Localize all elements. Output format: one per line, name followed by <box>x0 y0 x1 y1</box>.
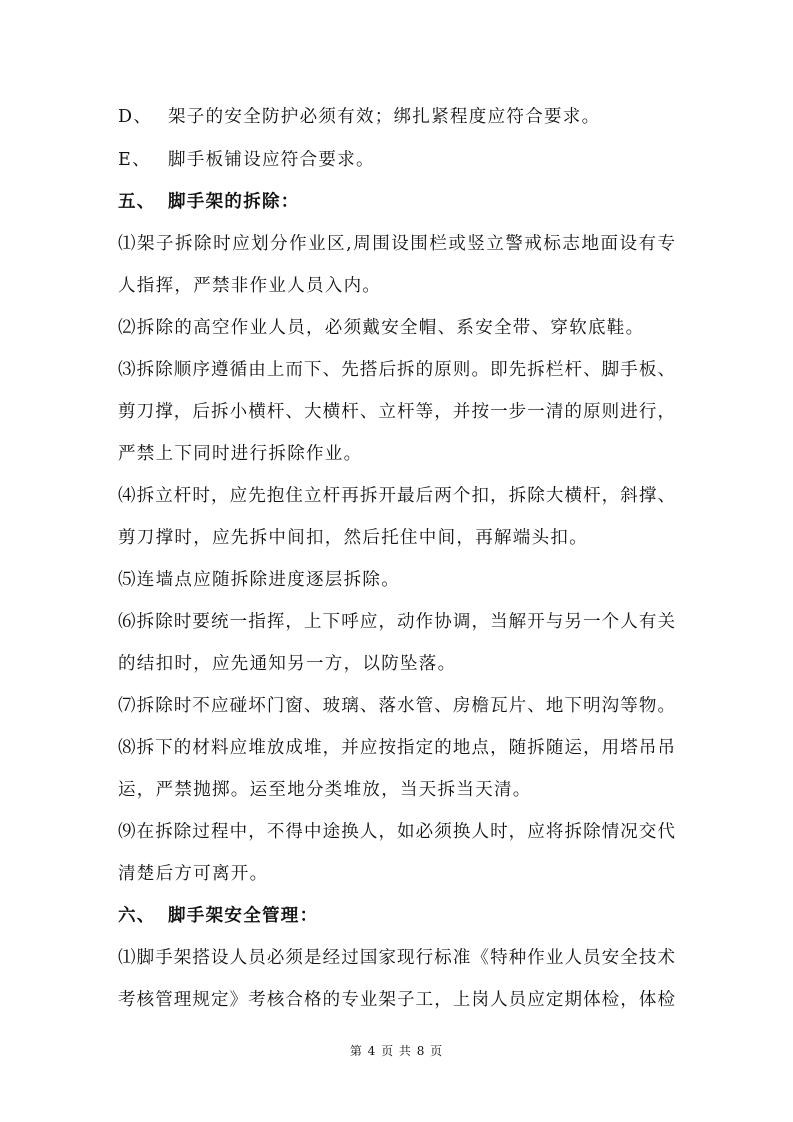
page-footer: 第 4 页 共 8 页 <box>349 1044 444 1058</box>
paragraph-line: ⑸连墙点应随拆除进度逐层拆除。 <box>118 570 400 590</box>
section-5-heading <box>118 191 300 213</box>
item-e-text: 脚手板铺设应符合要求。 <box>168 150 375 170</box>
paragraph-line: ⑹拆除时要统一指挥，上下呼应，动作协调，当解开与另一个人有关 <box>118 612 675 632</box>
paragraph-line: 清楚后方可离开。 <box>118 864 269 884</box>
item-d-label: D、 <box>118 107 153 127</box>
item-e-label: E、 <box>118 150 151 170</box>
paragraph-line: 剪刀撑时，应先拆中间扣，然后托住中间，再解端头扣。 <box>118 528 588 548</box>
section-5-label: 五、 <box>118 192 156 212</box>
section-5-title: 脚手架的拆除： <box>168 192 300 212</box>
paragraph-line: ⑴架子拆除时应划分作业区,周围设围栏或竖立警戒标志地面设有专 <box>118 234 675 254</box>
item-e <box>118 149 375 171</box>
section-6-title: 脚手架安全管理： <box>168 906 319 926</box>
section-6-label: 六、 <box>118 906 156 926</box>
paragraph-line: ⑴脚手架搭设人员必须是经过国家现行标准《特种作业人员安全技术 <box>118 948 675 968</box>
paragraph-line: ⑼在拆除过程中，不得中途换人，如必须换人时，应将拆除情况交代 <box>118 822 675 842</box>
paragraph-line: ⑶拆除顺序遵循由上而下、先搭后拆的原则。即先拆栏杆、脚手板、 <box>118 360 675 380</box>
paragraph-line: 的结扣时，应先通知另一方，以防坠落。 <box>118 654 457 674</box>
paragraph-line: ⑷拆立杆时，应先抱住立杆再拆开最后两个扣，拆除大横杆，斜撑、 <box>118 486 675 506</box>
paragraph-line: 考核管理规定》考核合格的专业架子工，上岗人员应定期体检，体检 <box>118 990 675 1010</box>
paragraph-line: ⑺拆除时不应碰坏门窗、玻璃、落水管、房檐瓦片、地下明沟等物。 <box>118 696 675 716</box>
item-d-text: 架子的安全防护必须有效；绑扎紧程度应符合要求。 <box>168 107 601 127</box>
paragraph-line: 人指挥，严禁非作业人员入内。 <box>118 276 382 296</box>
item-d <box>118 106 600 128</box>
paragraph-line: 严禁上下同时进行拆除作业。 <box>118 444 363 464</box>
paragraph-line: 剪刀撑，后拆小横杆、大横杆、立杆等，并按一步一清的原则进行， <box>118 402 675 422</box>
paragraph-line: ⑵拆除的高空作业人员，必须戴安全帽、系安全带、穿软底鞋。 <box>118 318 645 338</box>
section-6-heading <box>118 905 318 927</box>
paragraph-line: ⑻拆下的材料应堆放成堆，并应按指定的地点，随拆随运，用塔吊吊 <box>118 738 675 758</box>
paragraph-line: 运，严禁抛掷。运至地分类堆放，当天拆当天清。 <box>118 780 532 800</box>
